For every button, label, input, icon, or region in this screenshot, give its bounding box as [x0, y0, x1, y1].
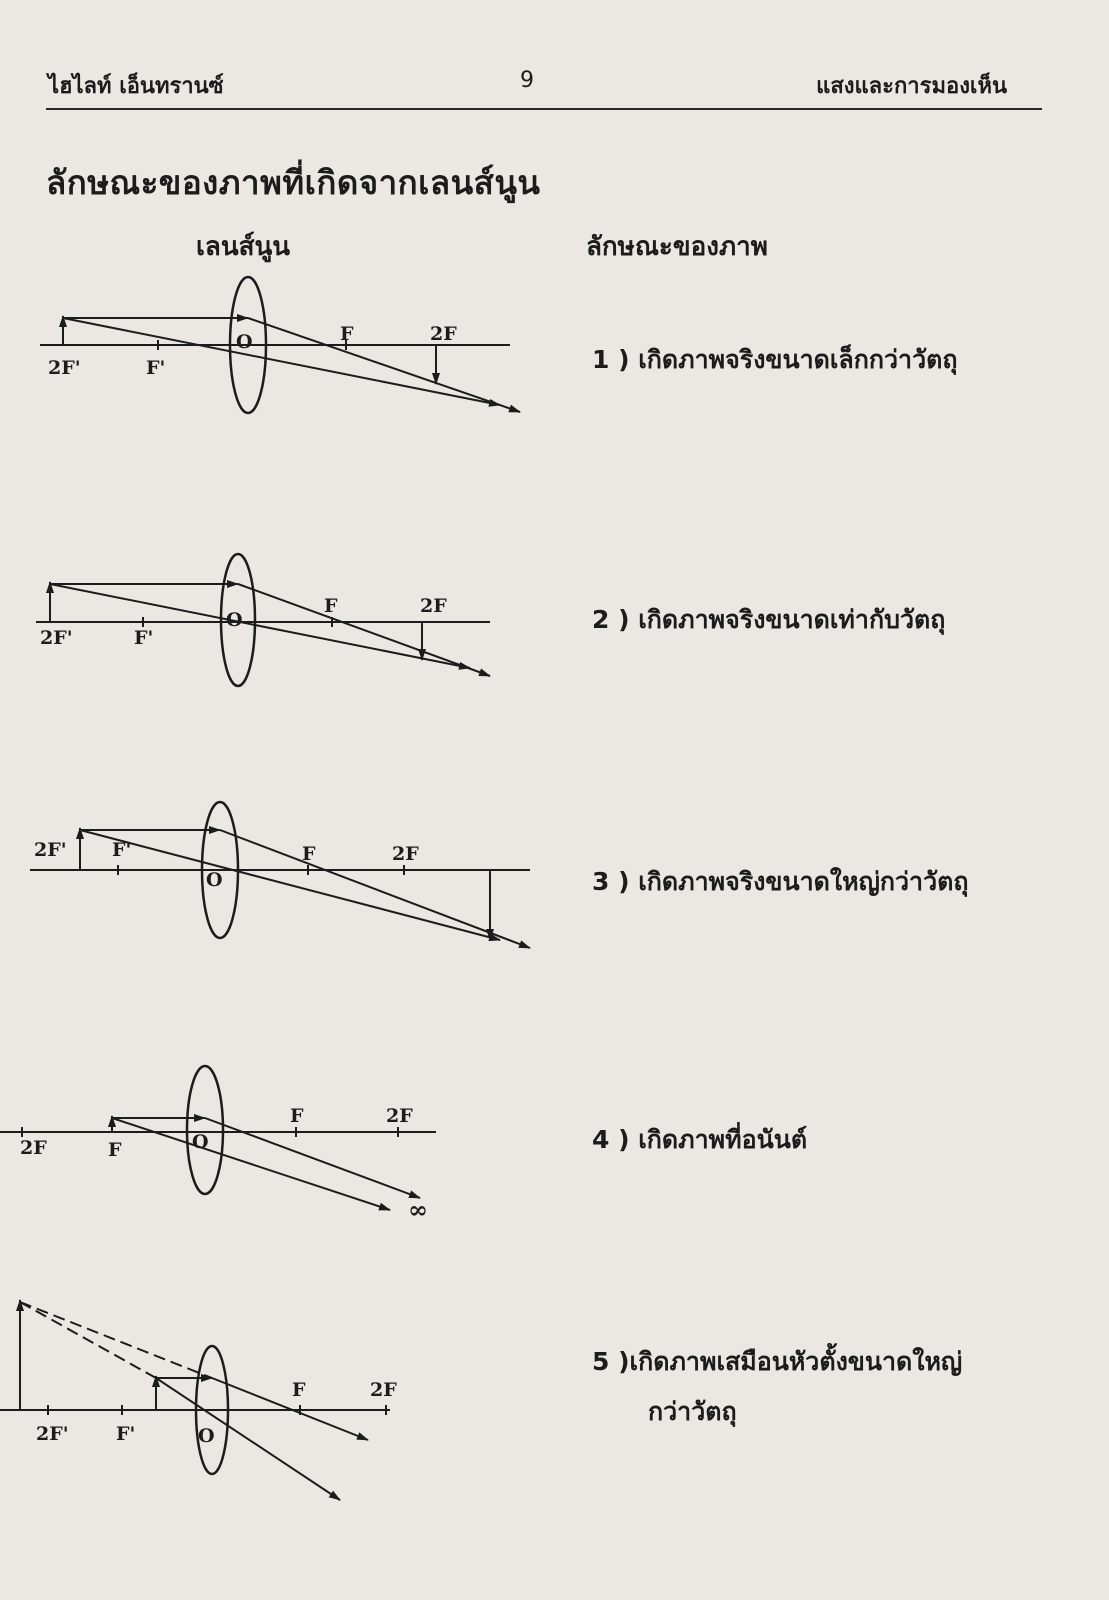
d5-label-f-prime: F'	[116, 1423, 136, 1445]
d5-label-o: O	[198, 1425, 215, 1447]
d1-label-f: F	[340, 323, 354, 345]
d4-label-o: O	[192, 1131, 209, 1153]
d1-label-f-prime: F'	[146, 357, 166, 379]
diagram-3	[30, 802, 530, 948]
d3-label-2f-prime: 2F'	[34, 839, 67, 861]
d5-label-2f-prime: 2F'	[36, 1423, 69, 1445]
d5-label-2f: 2F	[370, 1379, 397, 1401]
d3-label-2f: 2F	[392, 843, 419, 865]
item-5-line2: กว่าวัตถุ	[648, 1397, 737, 1426]
d4-label-2f-right: 2F	[386, 1105, 413, 1127]
diagram-2	[36, 554, 490, 686]
page-title: ลักษณะของภาพที่เกิดจากเลนส์นูน	[46, 163, 541, 202]
column-header-lens: เลนส์นูน	[196, 232, 291, 262]
d1-label-2f: 2F	[430, 323, 457, 345]
page-number: 9	[520, 68, 534, 93]
diagram-1	[40, 277, 520, 413]
header-left: ไฮไลท์ เอ็นทรานซ์	[48, 74, 224, 99]
d2-label-f-prime: F'	[134, 627, 154, 649]
d2-label-2f: 2F	[420, 595, 447, 617]
item-5: 5 )เกิดภาพเสมือนหัวตั้งขนาดใหญ่	[592, 1347, 963, 1376]
item-1: 1 ) เกิดภาพจริงขนาดเล็กกว่าวัตถุ	[592, 345, 958, 374]
d2-label-2f-prime: 2F'	[40, 627, 73, 649]
header-right: แสงและการมองเห็น	[816, 74, 1007, 99]
d3-label-f-prime: F'	[112, 839, 132, 861]
item-4: 4 ) เกิดภาพที่อนันต์	[592, 1125, 808, 1154]
diagram-4	[0, 1066, 436, 1210]
d4-label-f-prime: F	[108, 1139, 122, 1161]
diagram-5	[0, 1300, 390, 1500]
column-header-image-character: ลักษณะของภาพ	[586, 232, 768, 262]
d1-label-2f-prime: 2F'	[48, 357, 81, 379]
d5-label-f: F	[292, 1379, 306, 1401]
d1-label-o: O	[236, 331, 253, 353]
d4-label-f: F	[290, 1105, 304, 1127]
d4-label-2f: 2F	[20, 1137, 47, 1159]
d3-label-f: F	[302, 843, 316, 865]
d2-label-o: O	[226, 609, 243, 631]
d2-label-f: F	[324, 595, 338, 617]
d4-label-infinity: ∞	[408, 1195, 428, 1224]
d3-label-o: O	[206, 869, 223, 891]
item-2: 2 ) เกิดภาพจริงขนาดเท่ากับวัตถุ	[592, 605, 946, 634]
item-3: 3 ) เกิดภาพจริงขนาดใหญ่กว่าวัตถุ	[592, 867, 969, 896]
